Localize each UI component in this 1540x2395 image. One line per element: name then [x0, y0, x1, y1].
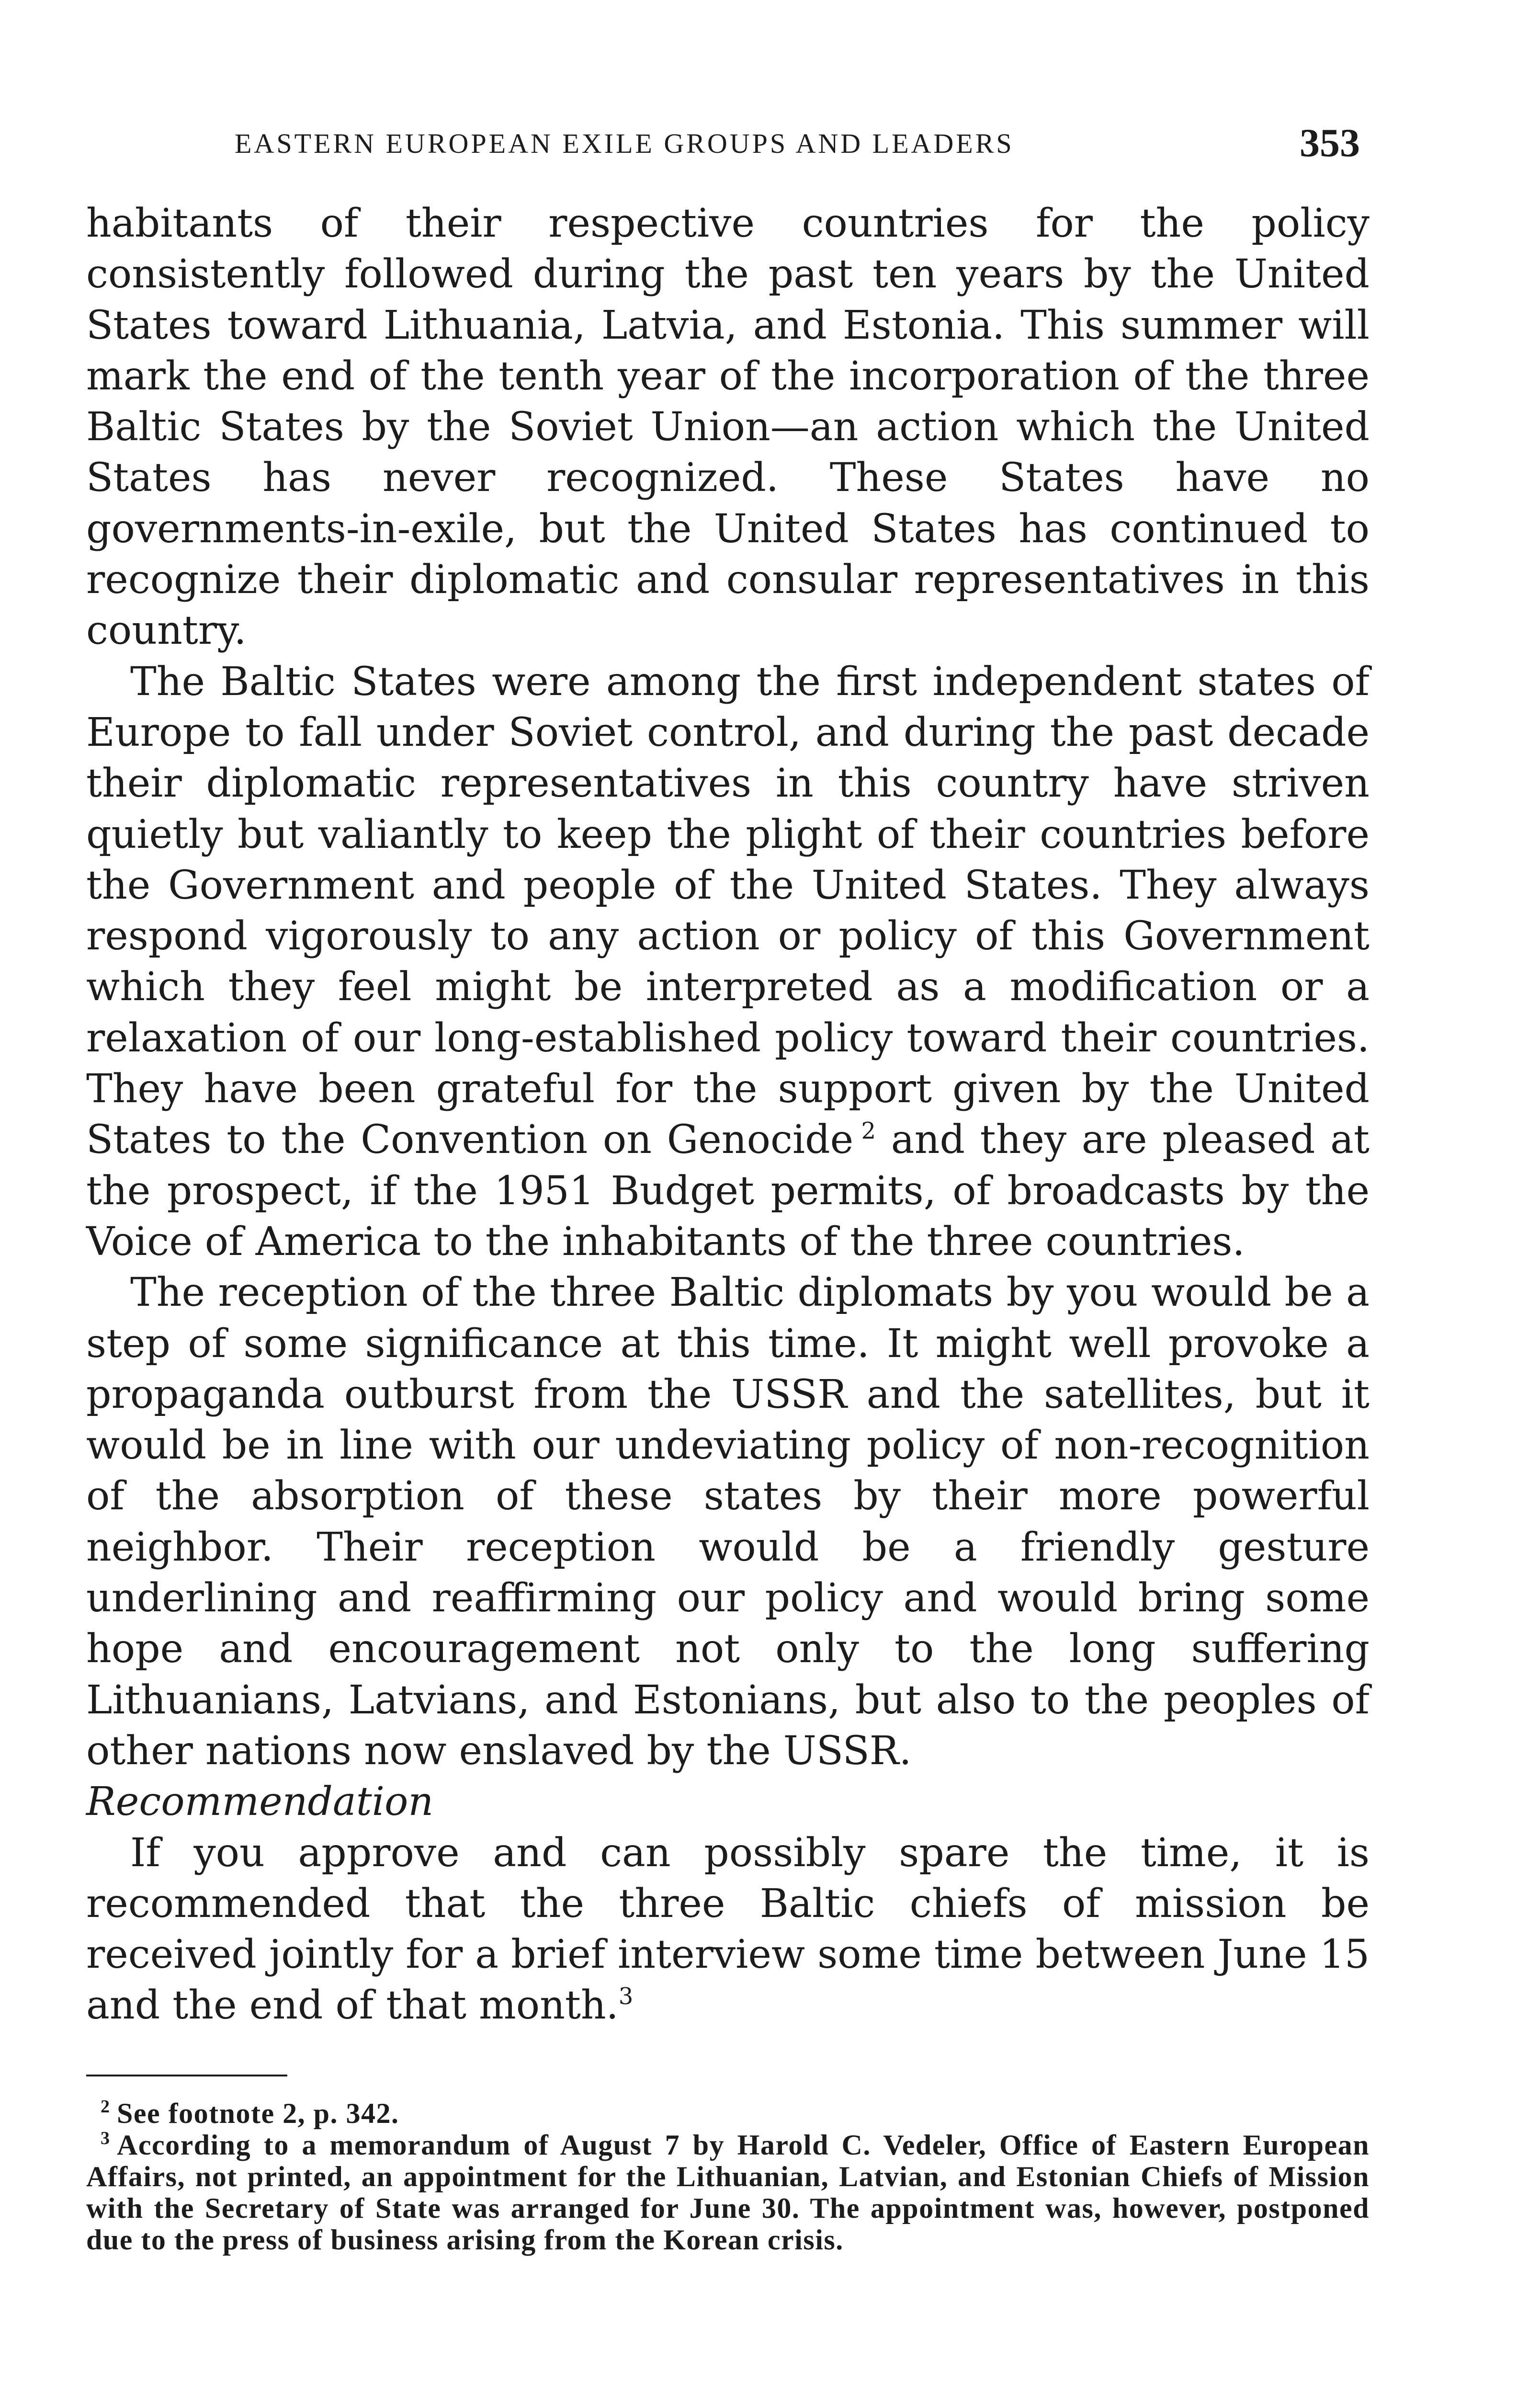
running-head — [86, 120, 1370, 177]
footnote-2-text: See footnote 2, p. 342. — [117, 2097, 399, 2129]
paragraph-4 — [86, 1828, 1370, 2031]
paragraph-2-text-end: and they are pleased at the prospect, if the 1951 Budget permits, of broadcasts by the Voice of America to the inhabitants of the three countries. — [86, 1117, 1370, 1265]
footnote-3-mark: 3 — [101, 2128, 111, 2148]
page-number: 353 — [1300, 121, 1360, 165]
footnote-2-mark: 2 — [101, 2096, 111, 2117]
footnote-3 — [86, 2129, 1370, 2256]
document-page — [86, 120, 1370, 2256]
running-title: EASTERN EUROPEAN EXILE GROUPS AND LEADERS — [235, 128, 1014, 159]
paragraph-1: habitants of their respective countries for the policy consistently followed during the past ten years by the United States toward Lithuania, Latvia, and Estonia. This summer will mark the end of the tenth year of the incorporation of the three Baltic States by the Soviet Union—an action which the United States has never recognized. These States have no governments-in-exile, but the United States has continued to recognize their diplomatic and consular representatives in this country. — [86, 201, 1370, 654]
footnote-rule — [86, 2075, 287, 2076]
body-text — [86, 198, 1370, 2031]
paragraph-2 — [86, 657, 1370, 1268]
section-heading: Recommendation — [86, 1779, 434, 1825]
footnote-ref-3: 3 — [618, 1983, 634, 2010]
footnote-3-text: According to a memorandum of August 7 by Harold C. Vedeler, Office of Eastern European Affairs, not printed, an appointment for the Lithuanian, Latvian, and Estonian Chiefs of Mission with the Secretary of State was arranged for June 30. The appointment was, however, postponed due to the press of business arising from the Korean crisis. — [86, 2129, 1370, 2256]
paragraph-2-text: The Baltic States were among the first independent states of Europe to fall under Soviet control, and during the past decade their diplomatic representatives in this country have striven quietly but valiantly to keep the plight of their countries before the Government and people of the United States. They always respond vigorously to any action or policy of this Government which they feel might be interpreted as a modification or a relaxation of our long-established policy toward their countries. They have been grateful for the support given by the United States to the Convention on Genocide — [86, 659, 1370, 1163]
footnote-ref-2: 2 — [861, 1118, 876, 1145]
paragraph-3: The reception of the three Baltic diplomats by you would be a step of some significance at this time. It might well provoke a propaganda outburst from the USSR and the satellites, but it would be in line with our undeviating policy of non-recognition of the absorption of these states by their more powerful neighbor. Their reception would be a friendly gesture underlining and reaffirming our policy and would bring some hope and encouragement not only to the long suffering Lithuanians, Latvians, and Estonians, but also to the peoples of other nations now enslaved by the USSR. — [86, 1270, 1370, 1774]
footnote-2 — [86, 2098, 1370, 2129]
paragraph-4-text: If you approve and can possibly spare the time, it is recommended that the three Baltic chiefs of mission be received jointly for a brief interview some time between June 15 and the end of that month. — [86, 1830, 1370, 2029]
footnotes — [86, 2098, 1370, 2256]
